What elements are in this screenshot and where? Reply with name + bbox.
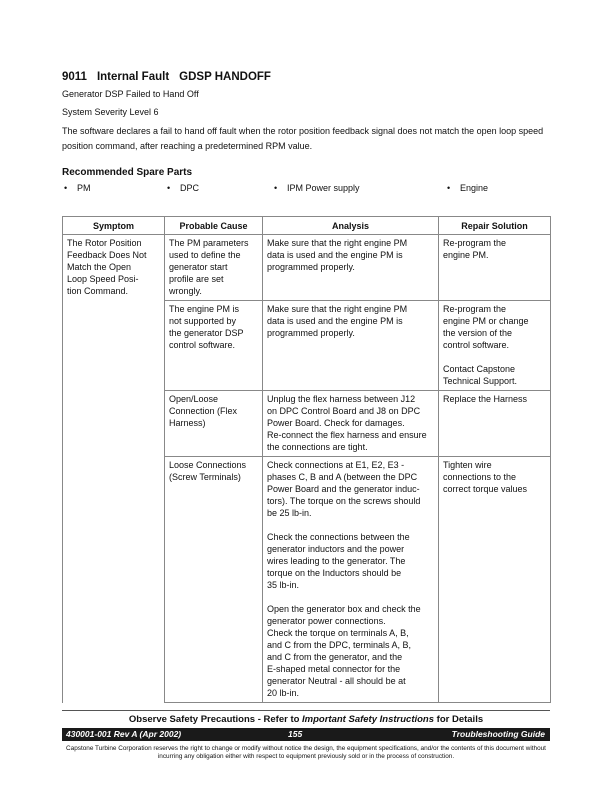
analysis-cell: Make sure that the right engine PM data is used and the engine PM is programmed properly. bbox=[263, 235, 439, 301]
spare-part-item: • DPC bbox=[167, 183, 200, 193]
bullet-icon: • bbox=[447, 183, 451, 193]
fault-title bbox=[62, 71, 271, 83]
solution-cell: Replace the Harness bbox=[439, 391, 551, 457]
spare-part-item: • PM bbox=[64, 183, 91, 193]
column-header-probable-cause: Probable Cause bbox=[165, 217, 263, 235]
bullet-icon: • bbox=[274, 183, 278, 193]
fault-name: Internal Fault bbox=[96, 71, 170, 83]
solution-cell: Tighten wire connections to the correct torque values bbox=[439, 457, 551, 703]
solution-cell: Re-program the engine PM. bbox=[439, 235, 551, 301]
cause-cell: The PM parameters used to define the generator start profile are set wrongly. bbox=[165, 235, 263, 301]
page-number: 155 bbox=[288, 729, 303, 739]
symptom-cell: The Rotor Position Feedback Does Not Match the Open Loop Speed Posi- tion Command. bbox=[63, 235, 165, 703]
troubleshooting-table bbox=[62, 216, 551, 703]
analysis-cell: Check connections at E1, E2, E3 - phases C, B and A (between the DPC Power Board and the generator induc- tors). The torque on the screws should be 25 lb-in. Check the connections between the generator inductors and the power wires leading to the generator. The torque on the Inductors should be 35 lb-in. Open the generator box and check the generator power connections. Check the torque on terminals A, B, and C from the DPC, terminals A, B, and C from the generator, and the E-shaped metal connector for the generator Neutral - all should be at 20 lb-in. bbox=[263, 457, 439, 703]
fault-code: 9011 bbox=[62, 71, 87, 83]
legal-disclaimer: Capstone Turbine Corporation reserves the right to change or modify without notice the design, the equipment specifications, and/or the contents of this document without incurring any obligation either with respect to equipment previously sold or in the process of construction. bbox=[66, 745, 546, 760]
table-header-row bbox=[63, 217, 551, 235]
cause-cell: Open/Loose Connection (Flex Harness) bbox=[165, 391, 263, 457]
severity-level: System Severity Level 6 bbox=[62, 107, 159, 117]
cause-cell: Loose Connections (Screw Terminals) bbox=[165, 457, 263, 703]
column-header-analysis: Analysis bbox=[263, 217, 439, 235]
footer-divider bbox=[62, 710, 550, 711]
spare-parts-heading: Recommended Spare Parts bbox=[62, 167, 193, 178]
footer-bar bbox=[62, 728, 550, 741]
analysis-cell: Unplug the flex harness between J12 on DPC Control Board and J8 on DPC Power Board. Check for damages. Re-connect the flex harness and ensure the connections are tight. bbox=[263, 391, 439, 457]
fault-description: Generator DSP Failed to Hand Off bbox=[62, 89, 199, 99]
analysis-cell: Make sure that the right engine PM data is used and the engine PM is programmed properly. bbox=[263, 301, 439, 391]
document-id: 430001-001 Rev A (Apr 2002) bbox=[66, 729, 182, 739]
bullet-icon: • bbox=[64, 183, 68, 193]
cause-cell: The engine PM is not supported by the generator DSP control software. bbox=[165, 301, 263, 391]
column-header-symptom: Symptom bbox=[63, 217, 165, 235]
safety-note: Observe Safety Precautions - Refer to Important Safety Instructions for Details bbox=[128, 714, 484, 725]
column-header-repair-solution: Repair Solution bbox=[439, 217, 551, 235]
guide-name: Troubleshooting Guide bbox=[451, 729, 545, 739]
bullet-icon: • bbox=[167, 183, 171, 193]
fault-explanation: The software declares a fail to hand off fault when the rotor position feedback signal does not match the open loop speed position command, after reaching a predetermined RPM value. bbox=[62, 126, 544, 151]
solution-cell: Re-program the engine PM or change the version of the control software. Contact Capstone Technical Support. bbox=[439, 301, 551, 391]
table-row bbox=[63, 235, 551, 301]
fault-subsystem: GDSP HANDOFF bbox=[179, 71, 271, 83]
spare-part-item: • Engine bbox=[447, 183, 489, 193]
spare-part-item: • IPM Power supply bbox=[274, 183, 360, 193]
